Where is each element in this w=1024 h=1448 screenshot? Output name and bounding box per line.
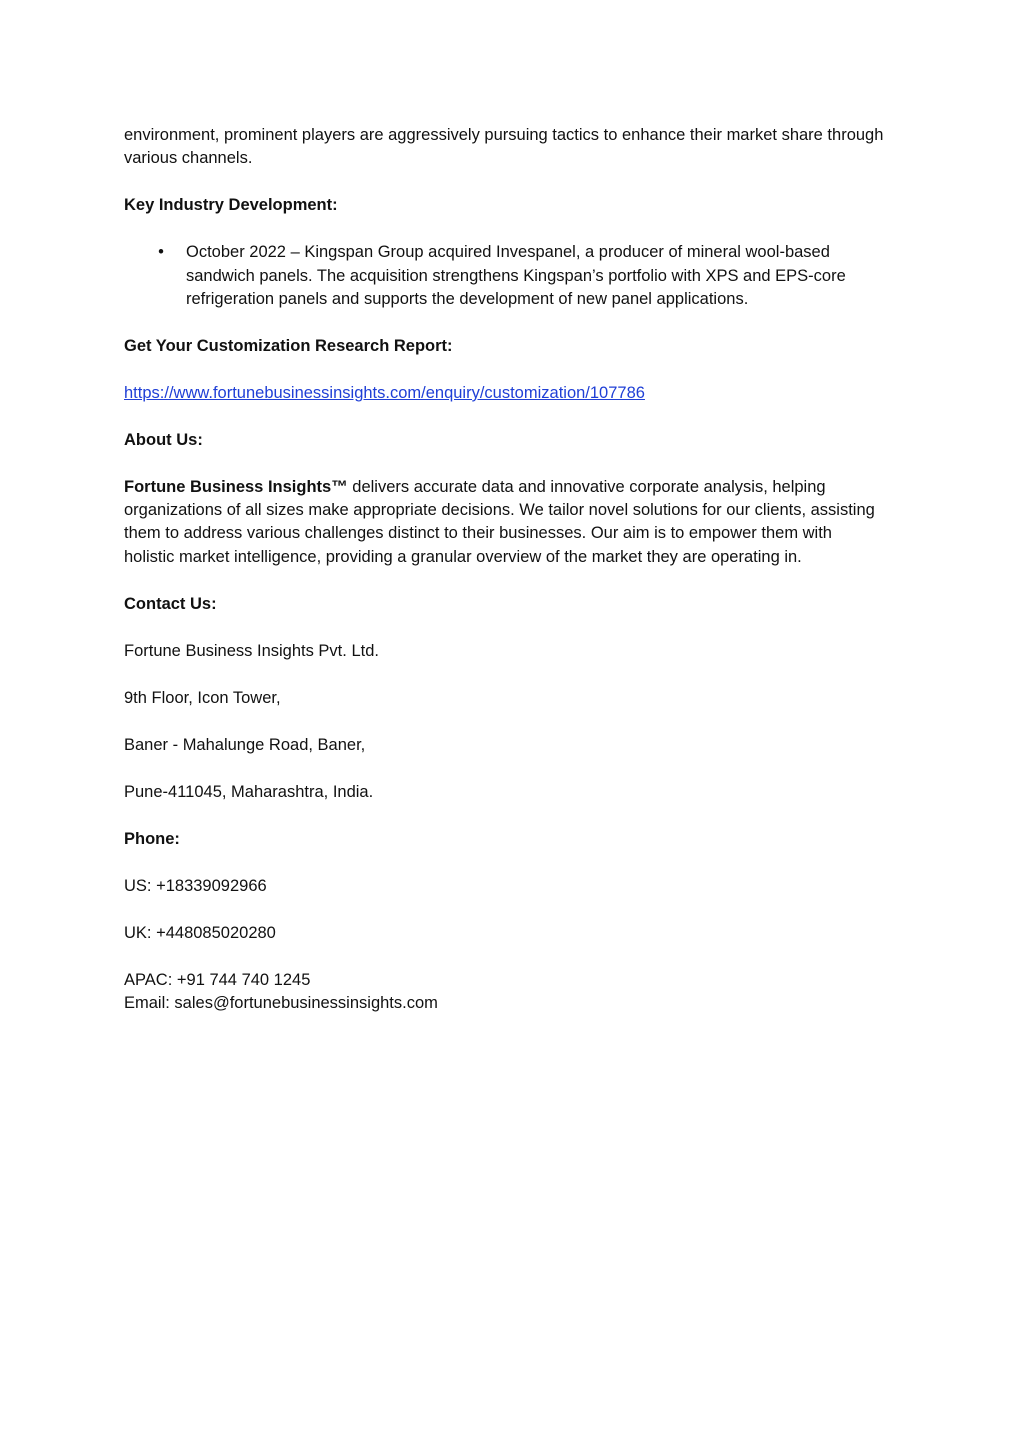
customization-heading: Get Your Customization Research Report: bbox=[124, 336, 453, 355]
contact-address-line1: 9th Floor, Icon Tower, bbox=[124, 688, 281, 707]
bullet-icon: • bbox=[158, 243, 164, 262]
phone-uk: UK: +448085020280 bbox=[124, 923, 276, 942]
document-page bbox=[124, 124, 884, 1015]
customization-link[interactable]: https://www.fortunebusinessinsights.com/enquiry/customization/107786 bbox=[124, 383, 645, 402]
contact-address-line3: Pune-411045, Maharashtra, India. bbox=[124, 782, 374, 801]
about-text: delivers accurate data and innovative corporate analysis, helping organizations of all sizes make appropriate decisions. We tailor novel solutions for our clients, assisting them to address various challenges distinct to their businesses. Our aim is to empower them with holistic market intelligence, providing a granular overview of the market they are operating in. bbox=[124, 477, 875, 566]
about-paragraph bbox=[124, 476, 884, 569]
about-brand-name: Fortune Business Insights™ bbox=[124, 477, 348, 496]
phone-us: US: +18339092966 bbox=[124, 876, 267, 895]
phone-apac: APAC: +91 744 740 1245 bbox=[124, 970, 311, 989]
phone-heading: Phone: bbox=[124, 829, 180, 848]
customization-link-line bbox=[124, 382, 884, 405]
key-development-heading: Key Industry Development: bbox=[124, 196, 338, 215]
key-development-text: October 2022 – Kingspan Group acquired Invespanel, a producer of mineral wool-based sandwich panels. The acquisition strengthens Kingspan’s portfolio with XPS and EPS-core refrigeration panels and supports the development of new panel applications. bbox=[186, 243, 846, 308]
intro-paragraph: environment, prominent players are aggressively pursuing tactics to enhance their market share through various channels. bbox=[124, 126, 884, 168]
contact-heading: Contact Us: bbox=[124, 594, 217, 613]
about-heading: About Us: bbox=[124, 430, 203, 449]
contact-company: Fortune Business Insights Pvt. Ltd. bbox=[124, 641, 379, 660]
contact-email: Email: sales@fortunebusinessinsights.com bbox=[124, 993, 438, 1012]
key-development-list-item bbox=[124, 241, 884, 311]
contact-address-line2: Baner - Mahalunge Road, Baner, bbox=[124, 735, 366, 754]
